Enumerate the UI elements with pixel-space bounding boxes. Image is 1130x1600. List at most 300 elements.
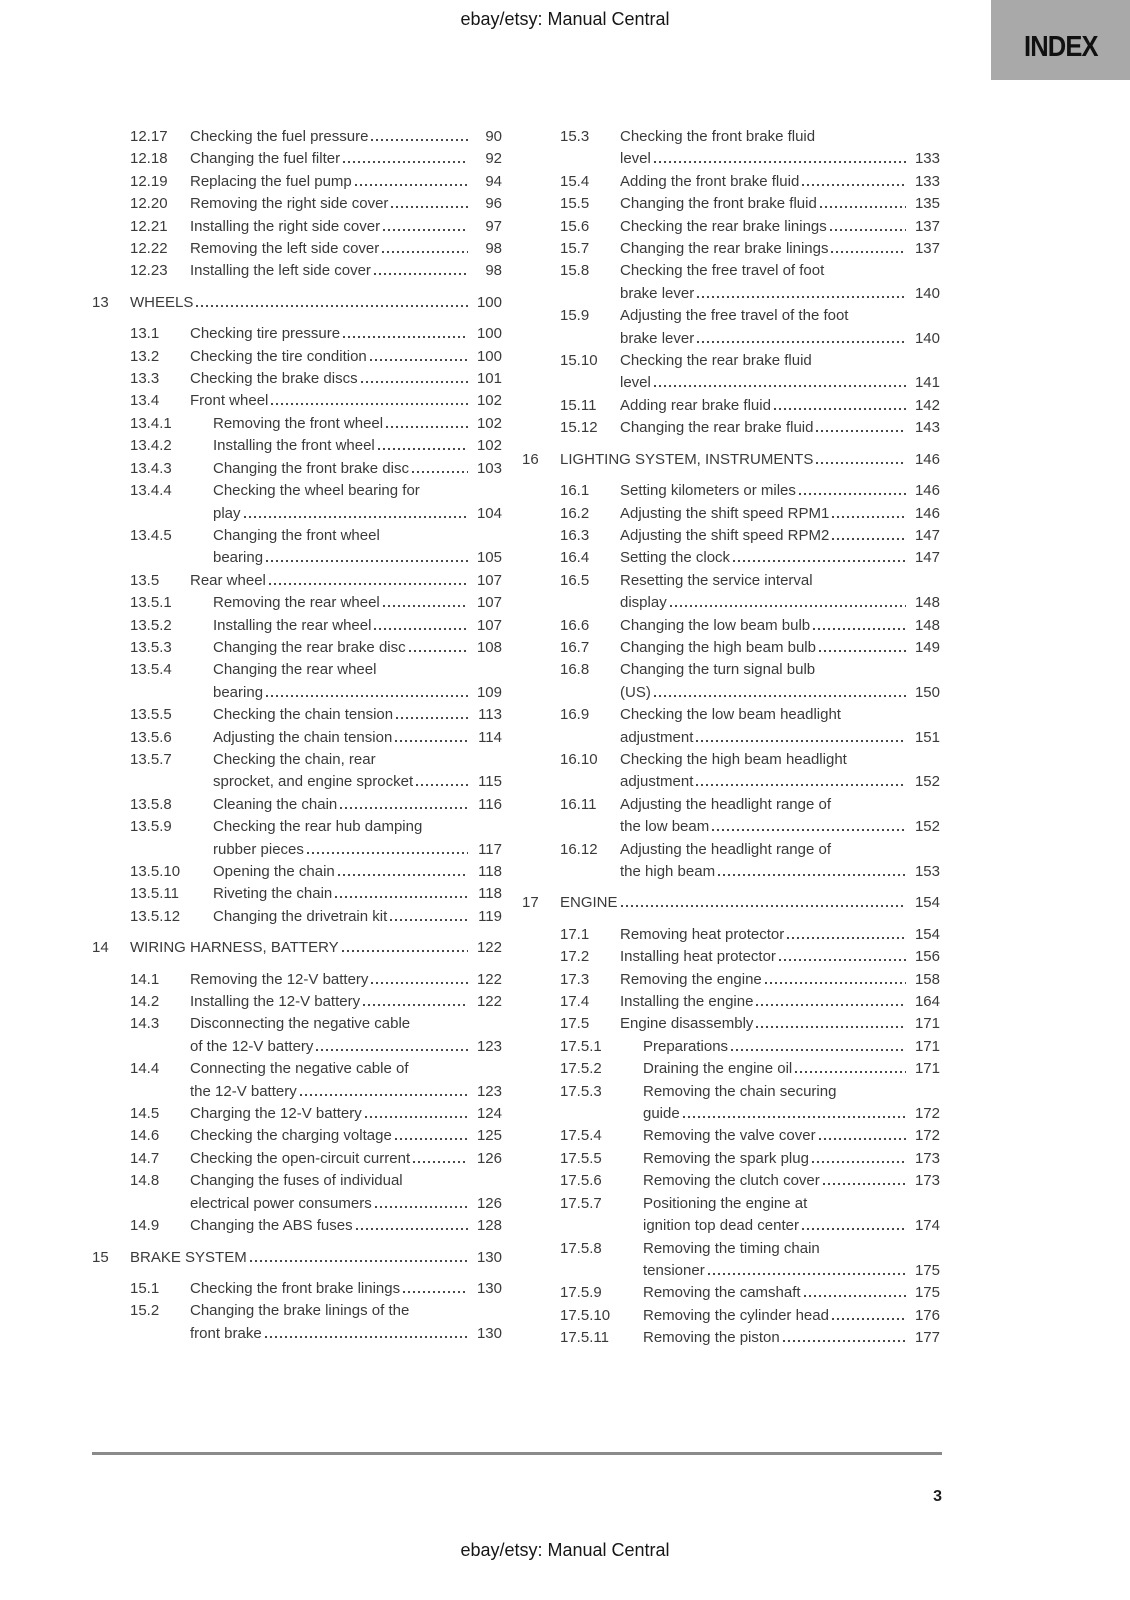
section-title: Checking the tire condition	[190, 347, 367, 365]
section-title: Changing the front brake fluid	[620, 195, 817, 213]
table-of-contents	[92, 126, 940, 1350]
section-title: Resetting the service interval	[620, 571, 813, 589]
section-title: brake lever	[620, 284, 695, 302]
section-title: Installing the 12-V battery	[190, 993, 361, 1011]
section-number: 13.1	[130, 325, 160, 343]
dot-leader	[266, 560, 468, 562]
toc-entry	[522, 525, 940, 547]
dot-leader	[831, 251, 906, 253]
dot-leader	[654, 161, 906, 163]
section-title: Removing heat protector	[620, 925, 785, 943]
dot-leader	[712, 829, 906, 831]
page-ref: 173	[914, 1149, 940, 1167]
section-title: Removing the clutch cover	[643, 1172, 820, 1190]
dot-leader	[819, 650, 906, 652]
dot-leader	[774, 408, 906, 410]
page-ref: 107	[476, 571, 502, 589]
page-ref: 153	[914, 863, 940, 880]
dot-leader	[697, 341, 906, 343]
section-number: 17.5.9	[560, 1284, 602, 1302]
toc-chapter	[92, 292, 502, 314]
section-number: 13.4.3	[130, 459, 172, 477]
toc-subentry	[522, 1148, 940, 1170]
section-title: Changing the rear brake linings	[620, 240, 829, 258]
dot-leader	[683, 1116, 906, 1118]
toc-entry	[522, 350, 940, 395]
toc-subentry	[92, 749, 502, 794]
section-title: Checking the rear hub damping	[213, 818, 423, 836]
dot-leader	[271, 403, 468, 405]
section-number: 14.7	[130, 1149, 160, 1167]
dot-leader	[708, 1273, 906, 1275]
toc-entry	[522, 305, 940, 350]
section-number: 16.7	[560, 638, 590, 656]
section-number: 17.5.3	[560, 1082, 602, 1100]
page-ref: 147	[914, 526, 940, 544]
section-title: Draining the engine oil	[643, 1060, 793, 1078]
page-ref: 100	[476, 293, 502, 311]
dot-leader	[696, 740, 906, 742]
section-number: 17.5.1	[560, 1037, 602, 1055]
section-number: 12.18	[130, 150, 168, 168]
dot-leader	[832, 516, 906, 518]
page-ref: 133	[914, 150, 940, 168]
dot-leader	[802, 1228, 906, 1230]
section-number: 15	[92, 1248, 109, 1266]
page-ref: 113	[478, 706, 502, 724]
dot-leader	[733, 560, 906, 562]
dot-leader	[386, 426, 468, 428]
page-ref: 171	[914, 1037, 940, 1055]
section-number: 13.3	[130, 370, 160, 388]
section-number: 16.10	[560, 750, 598, 768]
toc-subentry	[92, 883, 502, 905]
section-title: electrical power consumers	[190, 1194, 372, 1212]
section-title: adjustment	[620, 773, 694, 791]
dot-leader	[374, 273, 468, 275]
section-number: 13.5	[130, 571, 160, 589]
section-title: bearing	[213, 683, 264, 701]
section-title: Installing heat protector	[620, 948, 776, 966]
dot-leader	[355, 184, 468, 186]
toc-chapter	[522, 449, 940, 471]
section-number: 13.5.12	[130, 907, 181, 925]
toc-entry	[92, 570, 502, 592]
dot-leader	[409, 650, 468, 652]
section-number: 17.1	[560, 925, 590, 943]
section-number: 13.4.5	[130, 526, 172, 544]
section-title: Changing the fuses of individual	[190, 1172, 403, 1190]
section-title: Adjusting the free travel of the foot	[620, 307, 849, 325]
toc-entry	[522, 126, 940, 171]
page-ref: 115	[478, 773, 502, 791]
toc-subentry	[92, 659, 502, 704]
toc-entry	[92, 368, 502, 390]
toc-subentry	[92, 906, 502, 928]
section-title: level	[620, 150, 651, 168]
section-number: 16.1	[560, 482, 590, 500]
dot-leader	[823, 1183, 906, 1185]
section-title: Changing the front brake disc	[213, 459, 409, 477]
dot-leader	[416, 784, 468, 786]
section-title: (US)	[620, 683, 651, 701]
dot-leader	[196, 305, 468, 307]
page-ref: 94	[485, 172, 502, 190]
section-title: level	[620, 374, 651, 392]
section-title: Engine disassembly	[620, 1015, 754, 1033]
toc-subentry	[522, 1238, 940, 1283]
toc-entry	[92, 216, 502, 238]
toc-subentry	[92, 480, 502, 525]
page-ref: 140	[914, 284, 940, 302]
page-number: 3	[933, 1488, 942, 1505]
dot-leader	[374, 628, 468, 630]
page-ref: 175	[914, 1284, 940, 1302]
dot-leader	[787, 937, 906, 939]
section-title: play	[213, 504, 241, 522]
toc-subentry	[522, 1170, 940, 1192]
section-title: Rear wheel	[190, 571, 266, 589]
section-title: Changing the front wheel	[213, 526, 380, 544]
section-title: Removing the cylinder head	[643, 1306, 829, 1324]
section-number: 15.2	[130, 1302, 160, 1320]
dot-leader	[819, 1138, 906, 1140]
dot-leader	[756, 1004, 906, 1006]
toc-subentry	[522, 1327, 940, 1349]
section-title: display	[620, 594, 667, 612]
section-number: 12.17	[130, 128, 168, 145]
section-title: Removing the 12-V battery	[190, 970, 369, 988]
toc-entry	[92, 1170, 502, 1215]
toc-entry	[522, 171, 940, 193]
section-title: Removing the timing chain	[643, 1239, 820, 1257]
section-number: 16.5	[560, 571, 590, 589]
page-ref: 154	[914, 894, 940, 912]
section-title: Checking the high beam headlight	[620, 750, 847, 768]
dot-leader	[265, 1336, 468, 1338]
page-ref: 143	[914, 419, 940, 437]
toc-entry	[522, 193, 940, 215]
dot-leader	[670, 605, 906, 607]
section-title: Checking the rear brake linings	[620, 217, 827, 235]
section-number: 17	[522, 894, 539, 912]
page-ref: 174	[914, 1217, 940, 1235]
page-ref: 164	[914, 993, 940, 1011]
section-title: Installing the rear wheel	[213, 616, 372, 634]
dot-leader	[696, 784, 906, 786]
page-ref: 119	[478, 907, 502, 925]
section-number: 17.5.10	[560, 1306, 611, 1324]
page-ref: 147	[914, 549, 940, 567]
toc-chapter	[92, 937, 502, 959]
toc-right-column	[522, 126, 940, 1350]
section-number: 13.5.2	[130, 616, 172, 634]
section-number: 15.3	[560, 128, 590, 145]
section-number: 14.1	[130, 970, 160, 988]
toc-entry	[522, 991, 940, 1013]
toc-entry	[92, 260, 502, 282]
toc-entry	[522, 659, 940, 704]
section-number: 17.4	[560, 993, 590, 1011]
section-title: Checking tire pressure	[190, 325, 341, 343]
dot-leader	[765, 982, 906, 984]
section-title: Removing the left side cover	[190, 240, 380, 258]
section-title: Disconnecting the negative cable	[190, 1015, 411, 1033]
section-title: Removing the front wheel	[213, 414, 384, 432]
dot-leader	[802, 184, 906, 186]
page-ref: 122	[476, 970, 502, 988]
page-ref: 154	[914, 925, 940, 943]
page-ref: 101	[476, 370, 502, 388]
section-number: 12.22	[130, 240, 168, 258]
section-title: Changing the low beam bulb	[620, 616, 811, 634]
section-title: Adjusting the shift speed RPM1	[620, 504, 830, 522]
section-number: 14.4	[130, 1060, 160, 1078]
section-number: 13.5.3	[130, 638, 172, 656]
toc-subentry	[522, 1036, 940, 1058]
header-title: ebay/etsy: Manual Central	[460, 9, 670, 29]
section-title: Adjusting the chain tension	[213, 728, 393, 746]
section-number: 16.8	[560, 661, 590, 679]
toc-entry	[522, 946, 940, 968]
toc-entry	[92, 1278, 502, 1300]
section-number: 13.4.2	[130, 437, 172, 455]
page-ref: 105	[476, 549, 502, 567]
page-ref: 158	[914, 970, 940, 988]
dot-leader	[375, 1206, 468, 1208]
toc-subentry	[92, 794, 502, 816]
dot-leader	[396, 717, 468, 719]
section-number: 12.23	[130, 262, 168, 280]
page-ref: 146	[914, 450, 940, 468]
section-title: the high beam	[620, 863, 716, 880]
section-title: Removing the piston	[643, 1329, 780, 1347]
section-title: guide	[643, 1105, 680, 1123]
page-ref: 108	[476, 638, 502, 656]
section-number: 15.10	[560, 352, 598, 370]
toc-entry	[522, 570, 940, 615]
page-ref: 172	[914, 1127, 940, 1145]
section-number: 17.5.4	[560, 1127, 602, 1145]
page-ref: 114	[478, 728, 502, 746]
toc-subentry	[522, 1081, 940, 1126]
toc-entry	[92, 1058, 502, 1103]
page-ref: 98	[485, 240, 502, 258]
dot-leader	[832, 1318, 906, 1320]
section-title: Connecting the negative cable of	[190, 1060, 409, 1078]
section-number: 14.9	[130, 1217, 160, 1235]
dot-leader	[804, 1295, 906, 1297]
toc-subentry	[92, 727, 502, 749]
section-title: Checking the free travel of foot	[620, 262, 825, 280]
section-number: 13.4	[130, 392, 160, 410]
section-number: 15.12	[560, 419, 598, 437]
toc-entry	[92, 1125, 502, 1147]
page-ref: 100	[476, 347, 502, 365]
section-title: Installing the front wheel	[213, 437, 375, 455]
section-number: 15.8	[560, 262, 590, 280]
page-ref: 176	[914, 1306, 940, 1324]
toc-subentry	[92, 435, 502, 457]
toc-entry	[522, 749, 940, 794]
dot-leader	[383, 229, 468, 231]
page-ref: 148	[914, 594, 940, 612]
toc-subentry	[522, 1282, 940, 1304]
section-number: 13.5.5	[130, 706, 172, 724]
dot-leader	[756, 1026, 906, 1028]
dot-leader	[343, 161, 468, 163]
page-ref: 122	[476, 993, 502, 1011]
page-ref: 126	[476, 1149, 502, 1167]
toc-subentry	[92, 637, 502, 659]
section-number: 15.9	[560, 307, 590, 325]
section-title: LIGHTING SYSTEM, INSTRUMENTS	[560, 450, 814, 468]
section-number: 14.8	[130, 1172, 160, 1190]
section-number: 13	[92, 293, 109, 311]
page-ref: 124	[476, 1105, 502, 1123]
page-ref: 102	[476, 414, 502, 432]
section-number: 16.9	[560, 706, 590, 724]
toc-entry	[92, 390, 502, 412]
section-number: 14.3	[130, 1015, 160, 1033]
section-number: 15.1	[130, 1279, 160, 1297]
section-title: Changing the rear wheel	[213, 661, 377, 679]
dot-leader	[378, 448, 468, 450]
toc-entry	[522, 637, 940, 659]
page-ref: 141	[914, 374, 940, 392]
section-number: 15.5	[560, 195, 590, 213]
section-title: Front wheel	[190, 392, 269, 410]
toc-entry	[92, 1300, 502, 1345]
toc-entry	[522, 924, 940, 946]
dot-leader	[654, 695, 906, 697]
page-ref: 100	[476, 325, 502, 343]
toc-entry	[92, 1103, 502, 1125]
section-title: Changing the brake linings of the	[190, 1302, 410, 1320]
toc-entry	[522, 216, 940, 238]
page-ref: 140	[914, 329, 940, 347]
page-ref: 107	[476, 594, 502, 612]
page-ref: 172	[914, 1105, 940, 1123]
page-ref: 133	[914, 172, 940, 190]
section-title: Checking the fuel pressure	[190, 128, 369, 145]
toc-subentry	[92, 816, 502, 861]
section-title: Checking the low beam headlight	[620, 706, 841, 724]
dot-leader	[361, 381, 468, 383]
section-number: 13.5.7	[130, 750, 172, 768]
section-number: 13.5.10	[130, 863, 181, 880]
section-number: 16.11	[560, 795, 597, 813]
section-number: 15.4	[560, 172, 590, 190]
section-number: 13.5.11	[130, 885, 179, 903]
dot-leader	[365, 1116, 468, 1118]
page-ref: 152	[914, 818, 940, 836]
section-number: 13.5.9	[130, 818, 172, 836]
toc-entry	[522, 839, 940, 884]
dot-leader	[830, 229, 906, 231]
section-title: of the 12-V battery	[190, 1037, 314, 1055]
section-number: 17.5.8	[560, 1239, 602, 1257]
dot-leader	[816, 462, 906, 464]
dot-leader	[340, 807, 468, 809]
toc-entry	[522, 260, 940, 305]
section-title: rubber pieces	[213, 840, 304, 858]
section-number: 17.5.7	[560, 1194, 602, 1212]
page-ref: 96	[485, 195, 502, 213]
section-title: tensioner	[643, 1261, 705, 1279]
section-title: Changing the high beam bulb	[620, 638, 816, 656]
dot-leader	[813, 628, 906, 630]
page-ref: 135	[914, 195, 940, 213]
toc-entry	[92, 126, 502, 148]
section-title: Changing the fuel filter	[190, 150, 341, 168]
section-title: front brake	[190, 1324, 262, 1342]
toc-subentry	[522, 1125, 940, 1147]
toc-entry	[522, 238, 940, 260]
toc-subentry	[92, 704, 502, 726]
section-number: 17.5.5	[560, 1149, 602, 1167]
section-number: 15.7	[560, 240, 590, 258]
dot-leader	[395, 740, 468, 742]
dot-leader	[356, 1228, 468, 1230]
section-number: 17.5.6	[560, 1172, 602, 1190]
toc-subentry	[522, 1058, 940, 1080]
section-title: Changing the rear brake fluid	[620, 419, 814, 437]
page-ref: 90	[485, 128, 502, 145]
dot-leader	[697, 296, 906, 298]
section-title: Cleaning the chain	[213, 795, 338, 813]
section-number: 17.5.2	[560, 1060, 602, 1078]
toc-entry	[522, 615, 940, 637]
section-title: Adjusting the shift speed RPM2	[620, 526, 830, 544]
section-number: 13.5.8	[130, 795, 172, 813]
dot-leader	[371, 982, 468, 984]
page-ref: 102	[476, 392, 502, 410]
toc-subentry	[92, 861, 502, 883]
section-title: Charging the 12-V battery	[190, 1105, 362, 1123]
section-title: Removing the spark plug	[643, 1149, 809, 1167]
section-number: 17.2	[560, 948, 590, 966]
toc-chapter	[522, 892, 940, 914]
dot-leader	[266, 695, 468, 697]
section-title: BRAKE SYSTEM	[130, 1248, 247, 1266]
section-number: 13.4.4	[130, 482, 172, 500]
page-ref: 109	[476, 683, 502, 701]
toc-entry	[92, 238, 502, 260]
section-title: Checking the open-circuit current	[190, 1149, 411, 1167]
page-ref: 107	[476, 616, 502, 634]
section-number: 14.5	[130, 1105, 160, 1123]
section-title: the 12-V battery	[190, 1082, 297, 1100]
section-title: Installing the left side cover	[190, 262, 371, 280]
section-title: Changing the turn signal bulb	[620, 661, 816, 679]
toc-entry	[92, 1013, 502, 1058]
page-ref: 173	[914, 1172, 940, 1190]
dot-leader	[799, 493, 906, 495]
dot-leader	[316, 1049, 468, 1051]
section-title: bearing	[213, 549, 264, 567]
toc-entry	[92, 991, 502, 1013]
toc-entry	[522, 704, 940, 749]
section-title: Preparations	[643, 1037, 729, 1055]
dot-leader	[338, 874, 468, 876]
page-ref: 117	[478, 840, 502, 858]
toc-entry	[522, 794, 940, 839]
index-tab	[991, 0, 1130, 80]
section-title: Checking the rear brake fluid	[620, 352, 812, 370]
dot-leader	[371, 139, 468, 141]
toc-chapter	[92, 1247, 502, 1269]
